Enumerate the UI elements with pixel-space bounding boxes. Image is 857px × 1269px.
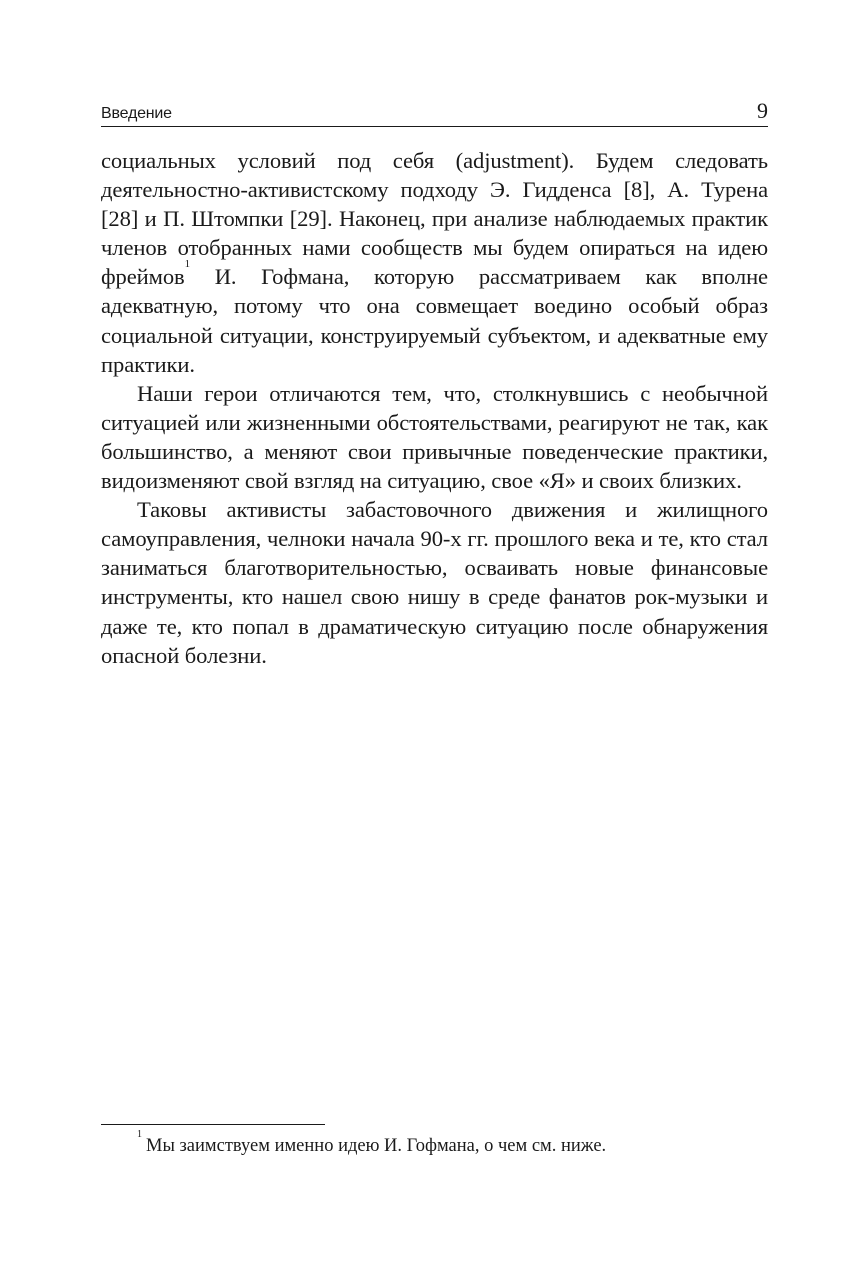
paragraph-2: Наши герои отличаются тем, что, столкнувшись с необычной ситуацией или жизненными обстоятельствами, реагируют не так, как большинство, а меняют свои привычные поведенческие практики, видоизменяют свой взгляд на ситуацию, свое «Я» и своих близких. [101,380,768,494]
body-text [101,146,768,670]
footnote-mark: 1 [137,1129,142,1140]
section-title: Введение [101,105,172,122]
paragraph-1-text-end: И. Гофмана, которую рассматриваем как вполне адекватную, потому что она совмещает воедино особый образ социальной ситуации, конструируемый субъектом, и адекватные ему практики. [101,264,768,377]
footnote [137,1129,768,1158]
running-head [101,100,768,127]
footnote-reference[interactable]: 1 [184,258,191,271]
footnote-divider [101,1124,325,1125]
footnote-text: Мы заимствуем именно идею И. Гофмана, о чем см. ниже. [146,1136,607,1156]
paragraph-1-text-start: социальных условий под себя (adjustment). Будем следовать деятельностно-активистскому подходу Э. Гидденса [8], А. Турена [28] и П. Штомпки [29]. Наконец, при анализе наблюдаемых практик членов отобранных нами сообществ мы будем опираться на идею фреймов [101,148,768,290]
page-number: 9 [757,98,768,123]
paragraph-3: Таковы активисты забастовочного движения и жилищного самоуправления, челноки начала 90-х гг. прошлого века и те, кто стал заниматься благотворительностью, осваивать новые финансовые инструменты, кто нашел свою нишу в среде фанатов рок-музыки и даже те, кто попал в драматическую ситуацию после обнаружения опасной болезни. [101,497,768,668]
paragraph-1 [101,146,768,379]
